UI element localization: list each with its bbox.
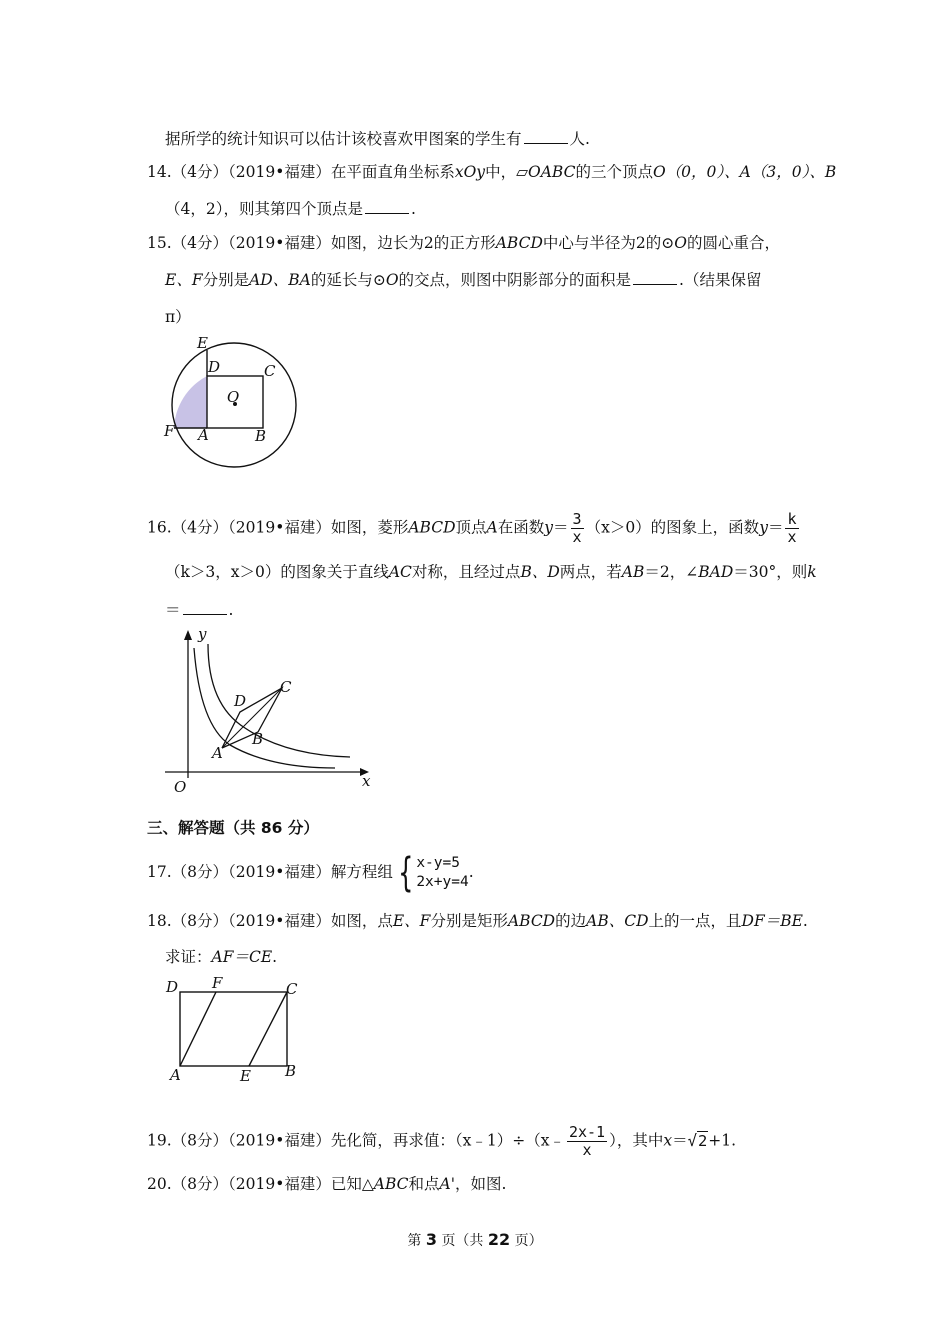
label-a: A <box>212 744 223 762</box>
q14-xoy: xOy <box>454 163 486 181</box>
q15-abcd: ABCD <box>495 234 543 252</box>
q20-a-prime: A' <box>439 1175 455 1193</box>
q15-post: 中心与半径为2的⊙ <box>542 234 675 252</box>
section-title: 三、解答题（共 86 分） <box>147 819 319 837</box>
figure-q15 <box>160 330 310 470</box>
q18-prefix: 18.（8分）（2019•福建）如图，点 <box>147 912 393 930</box>
label-f: F <box>212 974 223 992</box>
q18-abcd: ABCD <box>507 912 556 930</box>
q18-df-be: DF＝BE <box>741 912 803 930</box>
label-b: B <box>252 730 264 748</box>
q16-bd: B、D <box>520 563 560 581</box>
q16-line2-text: （k＞3，x＞0）的图象关于直线 <box>165 563 389 581</box>
frac-num: k <box>787 510 797 528</box>
q19-prefix: 19.（8分）（2019•福建）先化简，再求值：（x﹣1）÷（x﹣ <box>147 1131 565 1150</box>
equation-1: x-y=5 <box>416 855 460 871</box>
q20-line <box>147 1173 506 1195</box>
q14-line2-text: （4，2），则其第四个顶点是 <box>165 200 363 218</box>
q16-y1: y <box>544 518 554 537</box>
q13-unit: 人. <box>569 130 590 148</box>
q18-prove-prefix: 求证： <box>165 948 212 966</box>
q15-line-1 <box>147 232 780 254</box>
q16-end: ＝30°，则 <box>733 563 808 581</box>
fraction-2x-1-over-x <box>567 1124 607 1159</box>
q14-line-1 <box>147 161 836 183</box>
q15-mid2: 的延长与⊙ <box>310 271 386 289</box>
footer-pre: 第 <box>407 1233 422 1249</box>
q18-mid2: 的边 <box>555 912 587 930</box>
frac-num: 2x-1 <box>568 1123 606 1141</box>
brace-icon: { <box>397 850 414 896</box>
label-c: C <box>286 980 298 998</box>
q16-cond: （x＞0）的图象上，函数 <box>585 518 760 537</box>
q15-o2: O <box>385 271 399 289</box>
fraction-3-over-x <box>571 511 584 546</box>
q15-mid: 分别是 <box>202 271 250 289</box>
label-e: E <box>240 1067 251 1085</box>
q14-post: 的三个顶点 <box>575 163 653 181</box>
label-e: E <box>197 334 208 352</box>
q19-mid: ），其中 <box>609 1131 664 1150</box>
label-x: x <box>362 772 371 790</box>
label-d: D <box>208 358 221 376</box>
q13-tail-line <box>165 128 590 150</box>
q16-mid2: 在函数 <box>497 518 545 537</box>
q14-mid: 中，▱ <box>485 163 528 181</box>
q18-ab-cd: AB、CD <box>586 912 649 930</box>
q16-eq3: ＝ <box>165 601 181 619</box>
q16-ac: AC <box>388 563 412 581</box>
q15-end2: .（结果保留 <box>679 271 762 289</box>
q18-ef: E、F <box>392 912 431 930</box>
q14-oabc: OABC <box>528 163 576 181</box>
label-o: O <box>174 778 187 796</box>
q15-prefix: 15.（4分）（2019•福建）如图，边长为2的正方形 <box>147 234 496 252</box>
equation-system <box>393 850 469 896</box>
q14-end: . <box>410 200 416 218</box>
q20-abc: ABC <box>373 1175 409 1193</box>
q18-end: . <box>802 912 808 930</box>
answer-blank <box>183 600 227 615</box>
q16-line-2 <box>165 561 817 583</box>
q20-mid: 和点 <box>408 1175 440 1193</box>
figure-q18 <box>160 975 330 1085</box>
q16-end2: . <box>228 601 234 619</box>
frac-den: x <box>572 528 582 546</box>
q16-eq: ＝ <box>553 518 569 537</box>
frac-den: x <box>582 1141 592 1159</box>
section-heading <box>147 817 319 839</box>
answer-blank <box>524 129 568 144</box>
q18-af-ce: AF＝CE <box>211 948 273 966</box>
footer-mid: 页（共 <box>441 1233 484 1249</box>
segment-af <box>180 992 216 1066</box>
shaded-region <box>174 376 207 428</box>
rectangle-abcd <box>180 992 287 1066</box>
q16-ab: AB <box>621 563 645 581</box>
q16-y2: y <box>759 518 768 537</box>
q17-prefix: 17.（8分）（2019•福建）解方程组 <box>147 863 393 881</box>
label-d: D <box>166 978 179 996</box>
q18-end2: . <box>272 948 278 966</box>
answer-blank <box>365 199 409 214</box>
q15-end: 的圆心重合， <box>686 234 780 252</box>
q16-mid5: ＝2，∠ <box>644 563 699 581</box>
q15-line-3 <box>165 306 191 328</box>
q16-a: A <box>486 518 498 537</box>
q14-line-2 <box>165 198 416 220</box>
q15-line-2 <box>165 269 761 291</box>
fraction-k-over-x <box>785 511 798 546</box>
label-b: B <box>255 427 267 445</box>
q16-bad: BAD <box>698 563 734 581</box>
q19-x: x <box>663 1131 673 1150</box>
y-axis-arrow <box>184 630 192 640</box>
q19-eq: ＝ <box>672 1131 688 1150</box>
q15-o: O <box>674 234 687 252</box>
q15-ef: E、F <box>165 271 203 289</box>
q17-line <box>147 850 474 896</box>
radical-sign-icon: √ <box>687 1131 697 1150</box>
q16-k: k <box>807 563 817 581</box>
q18-mid: 分别是矩形 <box>430 912 508 930</box>
label-c: C <box>264 362 276 380</box>
q16-line-1 <box>147 511 801 546</box>
page-total: 22 <box>487 1230 511 1249</box>
q18-mid3: 上的一点，且 <box>648 912 742 930</box>
label-b: B <box>285 1062 297 1080</box>
q15-post2: 的交点，则图中阴影部分的面积是 <box>398 271 632 289</box>
frac-num: 3 <box>572 510 582 528</box>
q17-end: . <box>468 863 474 881</box>
q16-eq2: ＝ <box>767 518 784 537</box>
page-footer <box>0 1230 950 1250</box>
q20-end: ，如图. <box>455 1175 507 1193</box>
q18-line-2 <box>165 946 277 968</box>
q14-points: O（0，0）、A（3，0）、B <box>652 163 837 181</box>
q15-ad: AD、BA <box>249 271 311 289</box>
q16-mid: 顶点 <box>455 518 487 537</box>
answer-blank <box>633 270 677 285</box>
label-o: O <box>227 388 240 406</box>
label-c: C <box>280 678 292 696</box>
q16-prefix: 16.（4分）（2019•福建）如图，菱形 <box>147 518 409 537</box>
segment-ec <box>249 992 287 1066</box>
label-a: A <box>198 426 209 444</box>
label-a: A <box>170 1066 181 1084</box>
q16-abcd: ABCD <box>408 518 456 537</box>
q16-mid3: 对称，且经过点 <box>411 563 521 581</box>
q16-line-3 <box>165 599 233 621</box>
equation-2: 2x+y=4 <box>416 874 469 890</box>
radicand: 2 <box>697 1131 708 1150</box>
q15-pi: π） <box>165 308 191 326</box>
frac-den: x <box>787 528 797 546</box>
q14-prefix: 14.（4分）（2019•福建）在平面直角坐标系 <box>147 163 455 181</box>
q19-end: +1. <box>708 1131 737 1150</box>
page-number: 3 <box>425 1230 437 1249</box>
q18-line-1 <box>147 910 808 932</box>
footer-post: 页） <box>514 1233 543 1249</box>
label-d: D <box>234 692 247 710</box>
label-f: F <box>164 422 175 440</box>
q16-mid4: 两点，若 <box>559 563 622 581</box>
sqrt-expression <box>688 1130 709 1152</box>
q13-tail-text: 据所学的统计知识可以估计该校喜欢甲图案的学生有 <box>165 130 522 148</box>
figure-q16 <box>160 620 380 800</box>
q19-line <box>147 1124 736 1159</box>
label-y: y <box>198 625 207 643</box>
q20-prefix: 20.（8分）（2019•福建）已知△ <box>147 1175 374 1193</box>
